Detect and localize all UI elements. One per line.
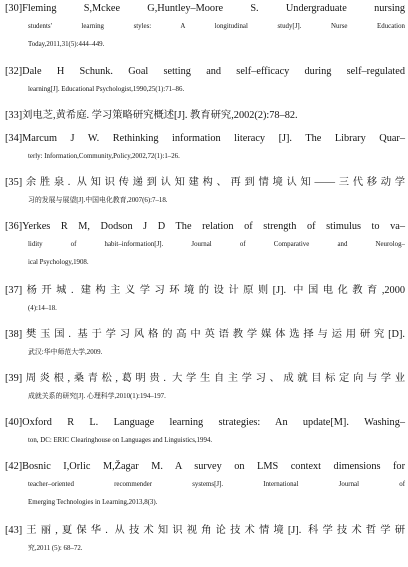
reference-entry [5, 0, 405, 55]
reference-entry [5, 522, 405, 558]
reference-entry [5, 282, 405, 318]
reference-line: 武汉:华中师范大学,2009. [28, 349, 103, 357]
reference-entry [5, 107, 405, 125]
reference-line: [35]余胜泉. 从知识传递到认知建构、再到情境认知——三代移动学 [5, 177, 405, 188]
reference-entry [5, 326, 405, 362]
reference-entry [5, 174, 405, 210]
reference-line: teacher–oriented recommender systems[J]. International Journal of [28, 481, 405, 489]
reference-line: students' learning styles: A longitudinal study[J]. Nurse Education [28, 23, 405, 31]
reference-entry [5, 414, 405, 450]
reference-line: 究,2011 (5): 68–72. [28, 545, 83, 553]
reference-line: 成就关系的研究[J]. 心理科学,2010(1):194–197. [28, 393, 166, 401]
reference-line: ton, DC: ERIC Clearinghouse on Languages and Linguistics,1994. [28, 437, 213, 445]
reference-line: [38]樊玉国. 基于学习风格的高中英语教学媒体选择与运用研究[D]. [5, 329, 405, 340]
reference-line: learning[J]. Educational Psychologist,1990,25(1):71–86. [28, 86, 185, 94]
reference-line: 习的发展与展望[J].中国电化教育,2007(6):7–18. [28, 197, 168, 205]
reference-line: (4):14–18. [28, 305, 57, 313]
reference-line: Emerging Technologies in Learning,2013,8(3). [28, 499, 158, 507]
reference-line: [39]周炎根,桑青松,葛明贵. 大学生自主学习、成就目标定向与学业 [5, 373, 405, 384]
reference-line: lidity of habit–information[J]. Journal of Comparative and Neurolog– [28, 241, 405, 249]
reference-line: terly: Information,Community,Policy,2002,72(1):1–26. [28, 153, 180, 161]
reference-entry [5, 458, 405, 513]
reference-entry [5, 130, 405, 166]
reference-line: [42]Bosnic I,Orlic M,Žagar M. A survey on LMS context dimensions for [5, 461, 405, 472]
reference-line: ical Psychology,1908. [28, 259, 89, 267]
reference-line: [33]刘电芝,黄希庭. 学习策略研究概述[J]. 教育研究,2002(2):78–82. [5, 110, 298, 121]
reference-line: [37]杨开城. 建构主义学习环境的设计原则[J]. 中国电化教育,2000 [5, 285, 405, 296]
reference-line: [36]Yerkes R M, Dodson J D The relation of strength of stimulus to va– [5, 221, 405, 232]
reference-line: [43]王丽,夏保华. 从技术知识视角论技术情境[J]. 科学技术哲学研 [5, 525, 405, 536]
reference-line: Today,2011,31(5):444–449. [28, 41, 105, 49]
reference-line: [40]Oxford R L. Language learning strategies: An update[M]. Washing– [5, 417, 405, 428]
reference-line: [32]Dale H Schunk. Goal setting and self–efficacy during self–regulated [5, 66, 405, 77]
reference-entry [5, 370, 405, 406]
reference-line: [30]Fleming S,Mckee G,Huntley–Moore S. Undergraduate nursing [5, 3, 405, 14]
reference-entry [5, 218, 405, 273]
reference-entry [5, 63, 405, 99]
reference-line: [34]Marcum J W. Rethinking information literacy [J]. The Library Quar– [5, 133, 405, 144]
